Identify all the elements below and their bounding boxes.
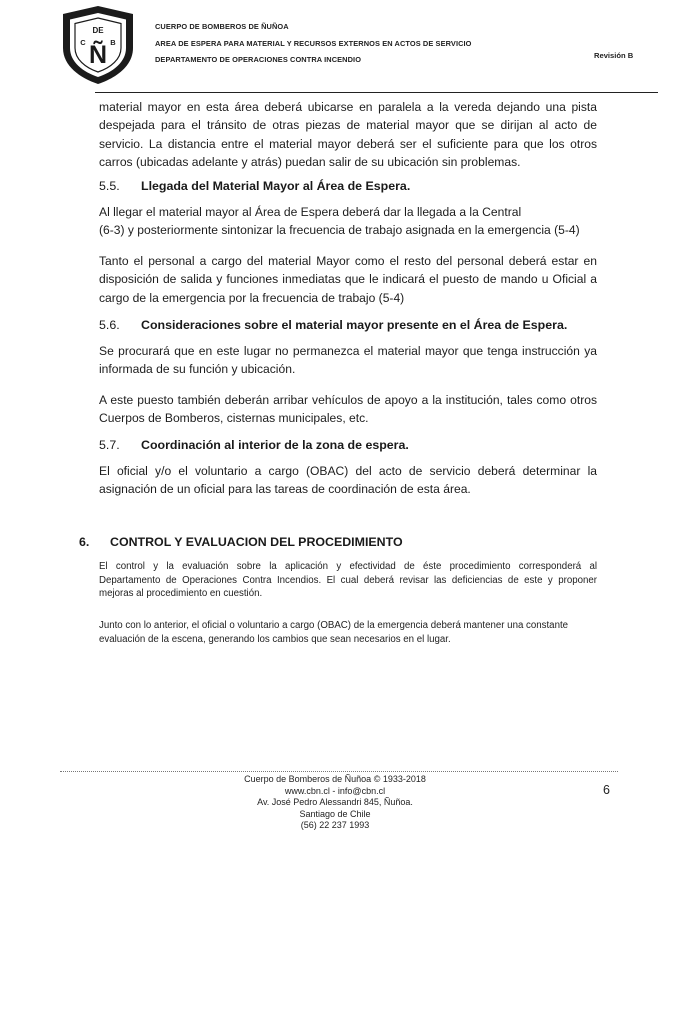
- section-number: 5.7.: [99, 438, 120, 452]
- text-line: Al llegar el material mayor al Área de Espera deberá dar la llegada a la Central: [99, 205, 522, 219]
- text-line: disposición de salida y funciones inmediatas que le indicará el puesto de mando u Oficial a: [99, 272, 597, 287]
- text-line: A este puesto también deberán arribar vehículos de apoyo a la institución, tales como otros: [99, 393, 597, 407]
- section-title: Llegada del Material Mayor al Área de Espera.: [141, 179, 411, 193]
- text-line: mejoras al procedimiento en cuestión.: [99, 588, 263, 599]
- fire-department-shield-logo: [60, 4, 136, 86]
- footer-address: Av. José Pedro Alessandri 845, Ñuñoa.: [257, 797, 413, 808]
- text-line: El oficial y/o el voluntario a cargo (OBAC) del acto de servicio deberá determinar la: [99, 464, 597, 478]
- text-line: material mayor en esta área deberá ubicarse en paralela a la vereda dejando una pista: [99, 100, 597, 114]
- footer-city: Santiago de Chile: [299, 808, 371, 819]
- logo-letter-left: C: [80, 38, 86, 47]
- text-line: (6-3) y posteriormente sintonizar la frecuencia de trabajo asignada en la emergencia (5-4): [99, 223, 580, 238]
- section-title: Coordinación al interior de la zona de espera.: [141, 438, 409, 452]
- section-5-6-heading: [99, 318, 567, 332]
- text-line: cargo de la emergencia por la frecuencia de trabajo (5-4): [99, 290, 405, 305]
- footer-contact: [200, 774, 470, 832]
- header-department: DEPARTAMENTO DE OPERACIONES CONTRA INCENDIO: [155, 55, 362, 64]
- section-5-5-paragraph-1: [99, 203, 597, 240]
- section-5-6-paragraph-1: [99, 342, 597, 379]
- text-line: servicio. La distancia entre el material mayor deberá ser el suficiente para que los otros: [99, 136, 597, 151]
- section-5-5-paragraph-2: [99, 252, 597, 307]
- logo-letters-top: DE: [92, 26, 104, 35]
- footer-copyright: Cuerpo de Bomberos de Ñuñoa © 1933-2018: [244, 774, 426, 784]
- section-5-5-heading: [99, 179, 410, 193]
- section-5-7-heading: [99, 438, 409, 452]
- text-line: Tanto el personal a cargo del material Mayor como el resto del personal deberá estar en: [99, 254, 597, 268]
- section-number: 6.: [79, 535, 90, 549]
- footer-divider: [60, 771, 618, 772]
- text-line: El control y la evaluación sobre la aplicación y efectividad de éste procedimiento corresponderá al: [99, 561, 597, 572]
- footer-website-email: www.cbn.cl - info@cbn.cl: [284, 785, 386, 796]
- section-6-paragraph-2: [99, 619, 597, 646]
- intro-paragraph: [99, 98, 597, 172]
- section-5-6-paragraph-2: [99, 391, 597, 428]
- header-org-name: CUERPO DE BOMBEROS DE ÑUÑOA: [155, 22, 289, 31]
- footer-phone: (56) 22 237 1993: [300, 820, 370, 831]
- section-6-heading: [79, 535, 403, 549]
- text-line: despejada para el tránsito de otras piezas de material mayor que se dirijan al acto de: [99, 118, 597, 133]
- text-line: Se procurará que en este lugar no permanezca el material mayor que tenga instrucción ya: [99, 344, 597, 358]
- text-line: Cuerpos de Bomberos, cisternas municipales, etc.: [99, 411, 369, 426]
- text-line: asignación de un oficial para las tareas de coordinación de esta área.: [99, 482, 471, 497]
- text-line: informada de su función y ubicación.: [99, 362, 296, 377]
- section-title: Consideraciones sobre el material mayor presente en el Área de Espera.: [141, 318, 568, 332]
- text-line: evaluación de la escena, generando los cambios que sean necesarios en el lugar.: [99, 633, 451, 645]
- section-5-7-paragraph-1: [99, 462, 597, 499]
- logo-letter-center: Ñ: [88, 41, 108, 69]
- revision-label: Revisión B: [594, 51, 634, 60]
- section-number: 5.5.: [99, 179, 120, 193]
- logo-letter-right: B: [110, 38, 116, 47]
- header-divider: [95, 92, 658, 93]
- section-title: CONTROL Y EVALUACION DEL PROCEDIMIENTO: [110, 535, 403, 549]
- page-number: 6: [603, 783, 610, 797]
- section-6-paragraph-1: [99, 560, 597, 601]
- text-line: carros (ubicadas adelante y atrás) puedan salir de su ubicación sin problemas.: [99, 155, 521, 170]
- section-number: 5.6.: [99, 318, 120, 332]
- header-area-title: AREA DE ESPERA PARA MATERIAL Y RECURSOS EXTERNOS EN ACTOS DE SERVICIO: [155, 39, 472, 48]
- text-line: Departamento de Operaciones Contra Incendios. El cual deberá revisar las deficiencias de este y proponer: [99, 574, 597, 586]
- text-line: Junto con lo anterior, el oficial o voluntario a cargo (OBAC) de la emergencia deberá mantener una constante: [99, 620, 569, 631]
